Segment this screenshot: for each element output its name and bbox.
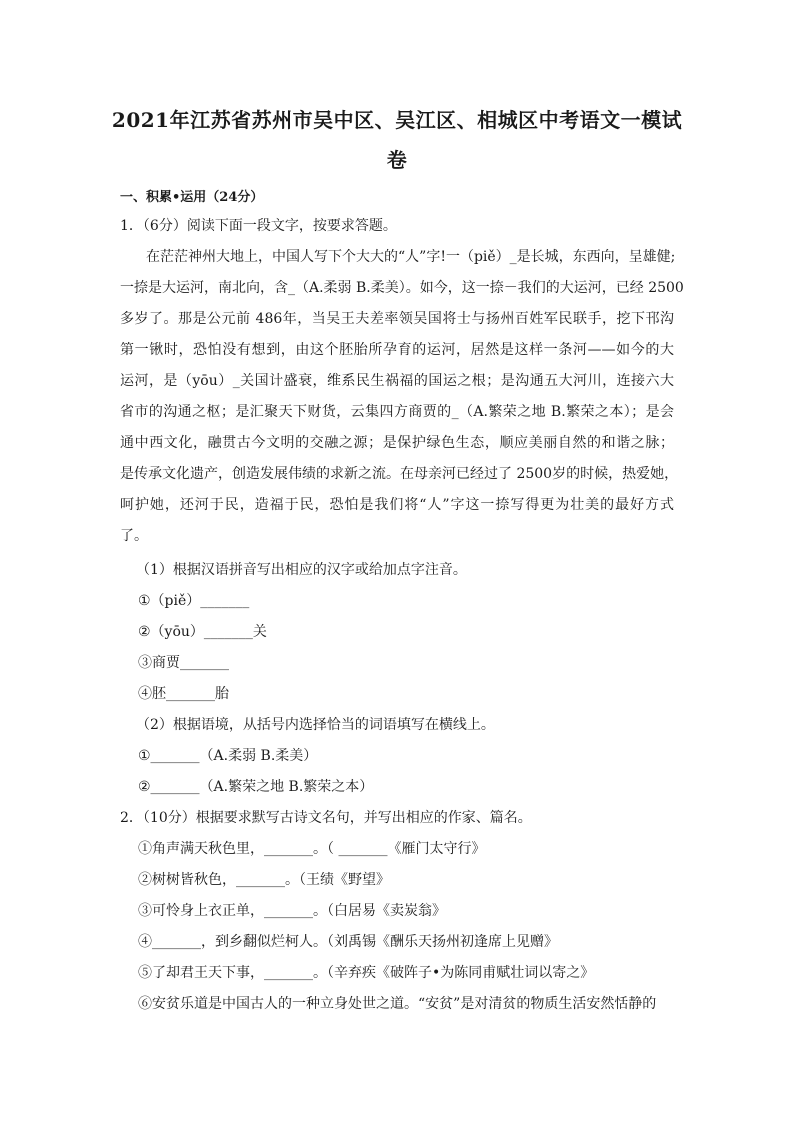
passage-line: 第一锹时，恐怕没有想到，由这个胚胎所孕育的运河，居然是这样一条河——如今的大 <box>120 342 674 358</box>
poem-item: ①角声满天秋色里，_______。（ _______《雁门太守行》 <box>138 841 486 857</box>
poem-item: ②树树皆秋色，_______。（王绩《野望》 <box>138 872 390 888</box>
passage-line: 在茫茫神州大地上，中国人写下个大大的“人”字!一（piě）_是长城，东西向，呈雄健; <box>146 249 676 265</box>
document-title-line-1: 2021年江苏省苏州市吴中区、吴江区、相城区中考语文一模试 <box>111 108 683 132</box>
sub-question-2: （2）根据语境，从括号内选择恰当的词语填写在横线上。 <box>136 717 495 733</box>
passage-line: 了。 <box>120 528 148 544</box>
poem-item: ⑥安贫乐道是中国古人的一种立身处世之道。“安贫”是对清贫的物质生活安然恬静的 <box>138 996 657 1012</box>
passage-line: 多岁了。那是公元前 486年，当吴王夫差率领吴国将士与扬州百姓军民联手，挖下邗沟 <box>120 311 674 327</box>
passage-line: 一捺是大运河，南北向，含_（A.柔弱 B.柔美）。如今，这一捺－我们的大运河，已经 2500 <box>120 280 684 296</box>
passage-line: 是传承文化遗产，创造发展伟绩的求新之流。在母亲河已经过了 2500岁的时候，热爱她， <box>120 466 679 482</box>
passage-line: 呵护她，还河于民，造福于民，恐怕是我们将“人”字这一捺写得更为壮美的最好方式 <box>120 497 674 513</box>
answer-item: ②（yōu）_______关 <box>138 624 267 640</box>
answer-item: ①（piě）_______ <box>138 593 250 609</box>
answer-item: ③商贾_______ <box>138 655 229 671</box>
section-heading: 一、积累•运用（24分） <box>120 190 264 205</box>
answer-item: ④胚_______胎 <box>138 686 229 702</box>
passage-line: 运河，是（yōu）_关国计盛衰，维系民生祸福的国运之根；是沟通五大河川，连接六大 <box>120 373 674 389</box>
question-2-stem: 2．（10分）根据要求默写古诗文名句，并写出相应的作家、篇名。 <box>120 810 532 826</box>
answer-item: ②_______（A.繁荣之地 B.繁荣之本） <box>138 779 374 795</box>
passage-line: 省市的沟通之枢；是汇聚天下财货，云集四方商贾的_（A.繁荣之地 B.繁荣之本）；是会 <box>120 404 674 420</box>
poem-item: ④_______，到乡翻似烂柯人。（刘禹锡《酬乐天扬州初逢席上见赠》 <box>138 934 558 950</box>
sub-question-1: （1）根据汉语拼音写出相应的汉字或给加点字注音。 <box>136 562 467 578</box>
passage-line: 通中西文化，融贯古今文明的交融之源；是保护绿色生态，顺应美丽自然的和谐之脉； <box>120 435 674 451</box>
poem-item: ③可怜身上衣正单，_______。（白居易《卖炭翁》 <box>138 903 446 919</box>
document-title-line-2: 卷 <box>386 148 408 172</box>
answer-item: ①_______（A.柔弱 B.柔美） <box>138 748 318 764</box>
question-1-stem: 1．（6分）阅读下面一段文字，按要求答题。 <box>120 218 397 234</box>
poem-item: ⑤了却君王天下事，_______。（辛弃疾《破阵子•为陈同甫赋壮词以寄之》 <box>138 965 595 981</box>
